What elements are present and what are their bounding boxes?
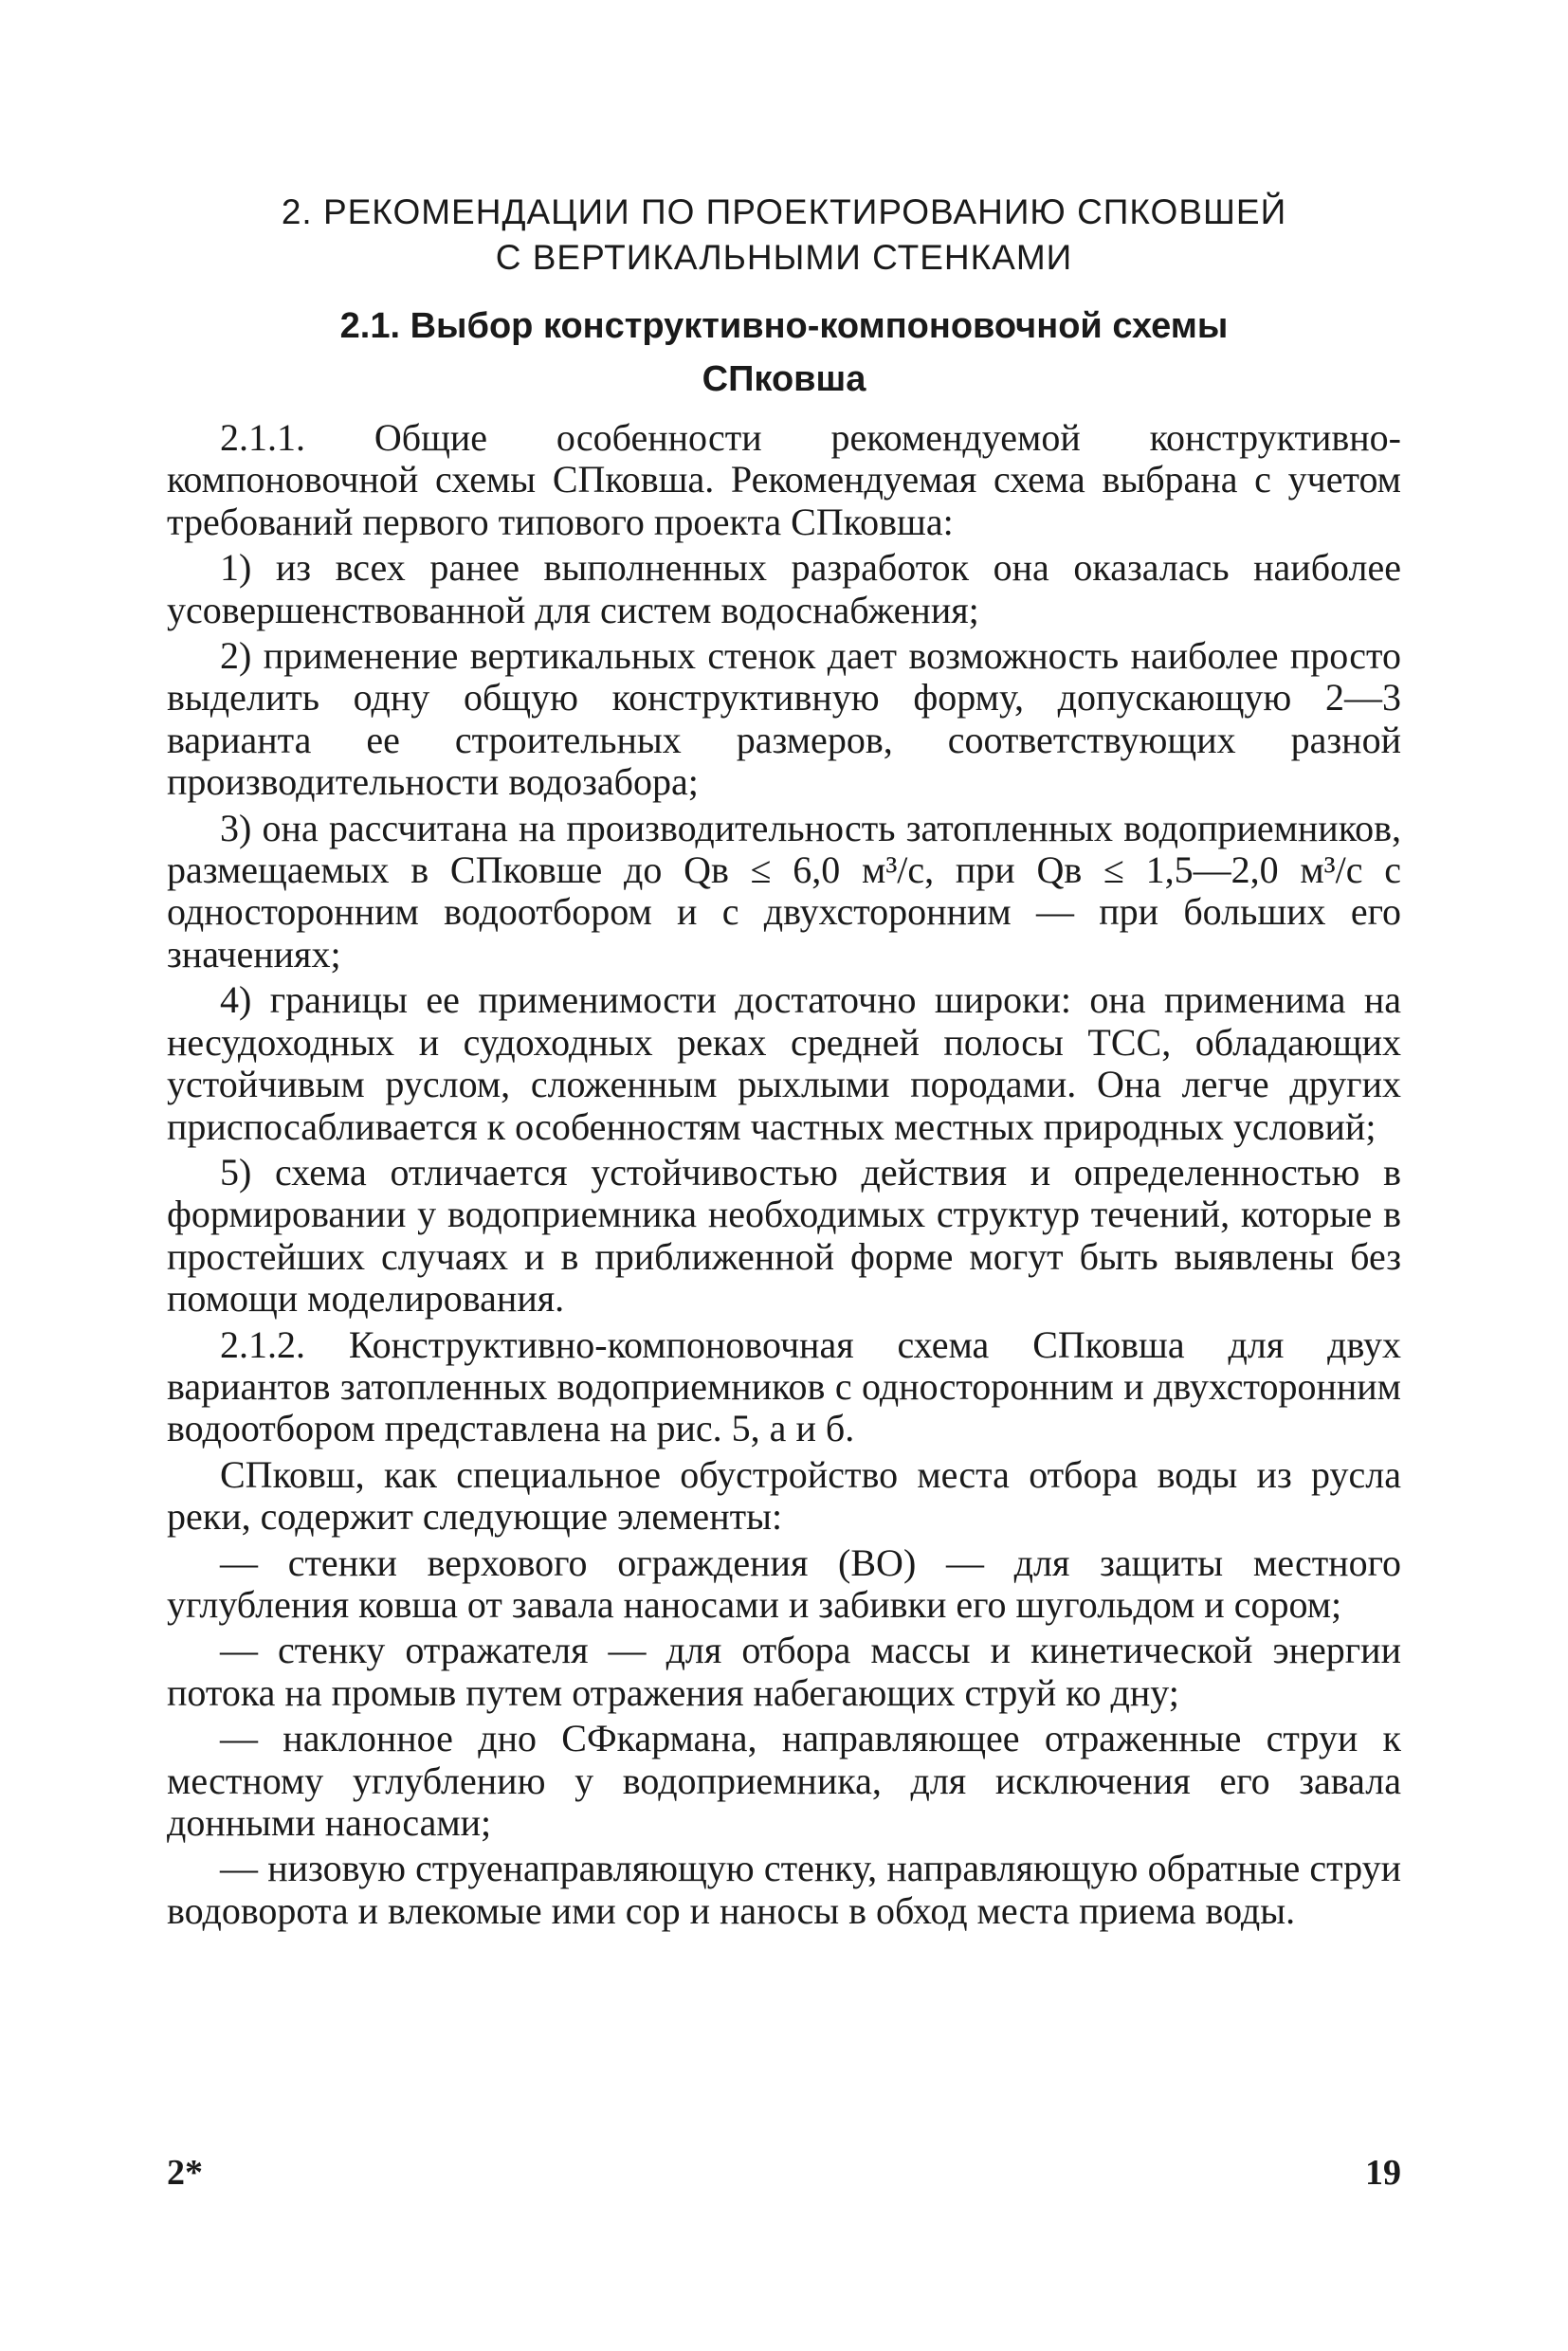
- chapter-heading-line-2: С ВЕРТИКАЛЬНЫМИ СТЕНКАМИ: [495, 238, 1073, 277]
- paragraph-element-bottom: — наклонное дно СФкармана, направляющее отраженные струи к местному углублению у водоприемника, для исключения его завала донными наносами;: [167, 1717, 1401, 1844]
- paragraph-item-3: 3) она рассчитана на производительность затопленных водоприемников, размещаемых в СПковше до Qв ≤ 6,0 м³/с, при Qв ≤ 1,5—2,0 м³/с с односторонним водоотбором и с двухсторонним — при больших его значениях;: [167, 806, 1401, 975]
- paragraph-elements-intro: СПковш, как специальное обустройство места отбора воды из русла реки, содержит следующие элементы:: [167, 1452, 1401, 1539]
- paragraph-2-1-1: 2.1.1. Общие особенности рекомендуемой конструктивно-компоновочной схемы СПковша. Рекомендуемая схема выбрана с учетом требований первого типового проекта СПковша:: [167, 416, 1401, 543]
- page-number: 19: [1365, 2153, 1401, 2193]
- paragraph-item-1: 1) из всех ранее выполненных разработок она оказалась наиболее усовершенствованной для систем водоснабжения;: [167, 546, 1401, 631]
- paragraph-element-walls: — стенки верхового ограждения (ВО) — для защиты местного углубления ковша от завала наносами и забивки его шугольдом и сором;: [167, 1540, 1401, 1626]
- paragraph-item-2: 2) применение вертикальных стенок дает возможность наиболее просто выделить одну общую конструктивную форму, допускающую 2—3 варианта ее строительных размеров, соответствующих разной производительности водозабора;: [167, 634, 1401, 804]
- paragraph-element-reflector: — стенку отражателя — для отбора массы и кинетической энергии потока на промыв путем отражения набегающих струй ко дну;: [167, 1629, 1401, 1714]
- paragraph-item-5: 5) схема отличается устойчивостью действия и определенностью в формировании у водоприемника необходимых структур течений, которые в простейших случаях и в приближенной форме могут быть выявлены без помощи моделирования.: [167, 1150, 1401, 1321]
- chapter-heading: [163, 190, 1405, 281]
- paragraph-item-4: 4) границы ее применимости достаточно широки: она применима на несудоходных и судоходных реках средней полосы ТСС, обладающих устойчивым руслом, сложенным рыхлыми породами. Она легче других приспосабливается к особенностям частных местных природных условий;: [167, 978, 1401, 1148]
- section-heading: [163, 300, 1405, 406]
- chapter-heading-line-1: 2. РЕКОМЕНДАЦИИ ПО ПРОЕКТИРОВАНИЮ СПКОВШЕЙ: [281, 192, 1287, 231]
- section-heading-line-1: 2.1. Выбор конструктивно-компоновочной схемы: [339, 306, 1229, 346]
- signature-mark: 2*: [167, 2153, 203, 2193]
- section-heading-line-2: СПковша: [702, 359, 866, 399]
- body-text: [167, 417, 1401, 1936]
- paragraph-element-lower-wall: — низовую струенаправляющую стенку, направляющую обратные струи водоворота и влекомые ими сор и наносы в обход места приема воды.: [167, 1847, 1401, 1932]
- paragraph-2-1-2: 2.1.2. Конструктивно-компоновочная схема СПковша для двух вариантов затопленных водоприемников с односторонним и двухсторонним водоотбором представлена на рис. 5, а и б.: [167, 1322, 1401, 1450]
